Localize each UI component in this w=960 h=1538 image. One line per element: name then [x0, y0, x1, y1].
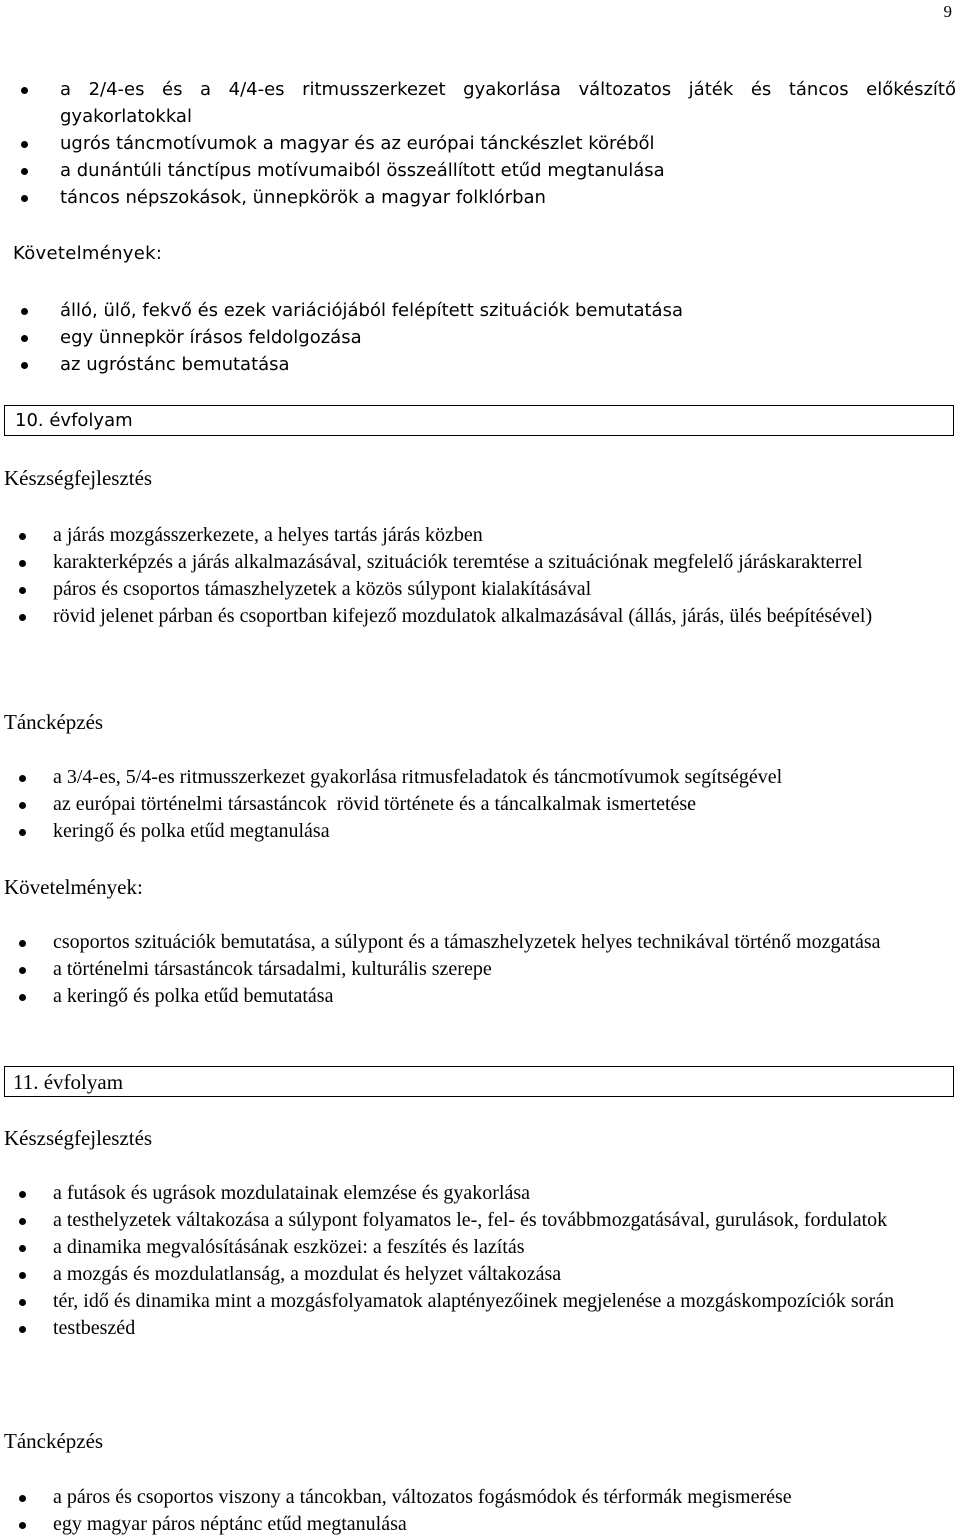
list-item: a keringő és polka etűd bemutatása [53, 983, 956, 1010]
skills-heading: Készségfejlesztés [4, 466, 153, 490]
list-item: a dunántúli tánctípus motívumaiból összeállított etűd megtanulása [60, 157, 956, 184]
list-item: ugrós táncmotívumok a magyar és az európai tánckészlet köréből [60, 130, 956, 157]
intro-list [60, 76, 956, 211]
list-item: rövid jelenet párban és csoportban kifejező mozdulatok alkalmazásával (állás, járás, ülés beépítésével) [53, 603, 956, 630]
list-item: páros és csoportos támaszhelyzetek a közös súlypont kialakításával [53, 576, 956, 603]
skills-heading: Készségfejlesztés [4, 1126, 153, 1150]
list-item: a mozgás és mozdulatlanság, a mozdulat és helyzet váltakozása [53, 1261, 956, 1288]
list-item: a testhelyzetek váltakozása a súlypont folyamatos le-, fel- és továbbmozgatásával, gurulások, fordulatok [53, 1207, 956, 1234]
list-item: az európai történelmi társastáncok rövid története és a táncalkalmak ismertetése [53, 791, 956, 818]
page-number: 9 [943, 2, 952, 21]
list-item: egy ünnepkör írásos feldolgozása [60, 324, 956, 351]
skills-list [53, 1180, 956, 1342]
list-item: a 3/4-es, 5/4-es ritmusszerkezet gyakorlása ritmusfeladatok és táncmotívumok segítségével [53, 764, 956, 791]
list-item: egy magyar páros néptánc etűd megtanulása [53, 1511, 956, 1538]
skills-list [53, 522, 956, 630]
list-item: a járás mozgásszerkezete, a helyes tartás járás közben [53, 522, 956, 549]
list-item: a dinamika megvalósításának eszközei: a feszítés és lazítás [53, 1234, 956, 1261]
list-item: tér, idő és dinamika mint a mozgásfolyamatok alaptényezőinek megjelenése a mozgáskompozíciók során [53, 1288, 956, 1315]
list-item: a 2/4-es és a 4/4-es ritmusszerkezet gyakorlása változatos játék és táncos előkészítő gyakorlatokkal [60, 76, 956, 130]
list-item: az ugróstánc bemutatása [60, 351, 956, 378]
requirements-heading: Követelmények: [13, 243, 163, 264]
requirements-heading: Követelmények: [4, 875, 143, 899]
list-item: csoportos szituációk bemutatása, a súlypont és a támaszhelyzetek helyes technikával történő mozgatása [53, 929, 956, 956]
list-item: a futások és ugrások mozdulatainak elemzése és gyakorlása [53, 1180, 956, 1207]
dance-heading: Táncképzés [4, 1429, 104, 1453]
requirements-list [53, 929, 956, 1010]
list-item: a páros és csoportos viszony a táncokban, változatos fogásmódok és térformák megismerése [53, 1484, 956, 1511]
list-item: álló, ülő, fekvő és ezek variációjából felépített szituációk bemutatása [60, 297, 956, 324]
list-item: testbeszéd [53, 1315, 956, 1342]
list-item: táncos népszokások, ünnepkörök a magyar folklórban [60, 184, 956, 211]
list-item: keringő és polka etűd megtanulása [53, 818, 956, 845]
dance-heading: Táncképzés [4, 710, 104, 734]
grade-10-title: 10. évfolyam [4, 405, 954, 436]
grade-11-title: 11. évfolyam [4, 1066, 954, 1097]
dance-list [53, 764, 956, 845]
requirements-list [60, 297, 956, 378]
dance-list [53, 1484, 956, 1538]
list-item: karakterképzés a járás alkalmazásával, szituációk teremtése a szituációnak megfelelő járáskarakterrel [53, 549, 956, 576]
list-item: a történelmi társastáncok társadalmi, kulturális szerepe [53, 956, 956, 983]
